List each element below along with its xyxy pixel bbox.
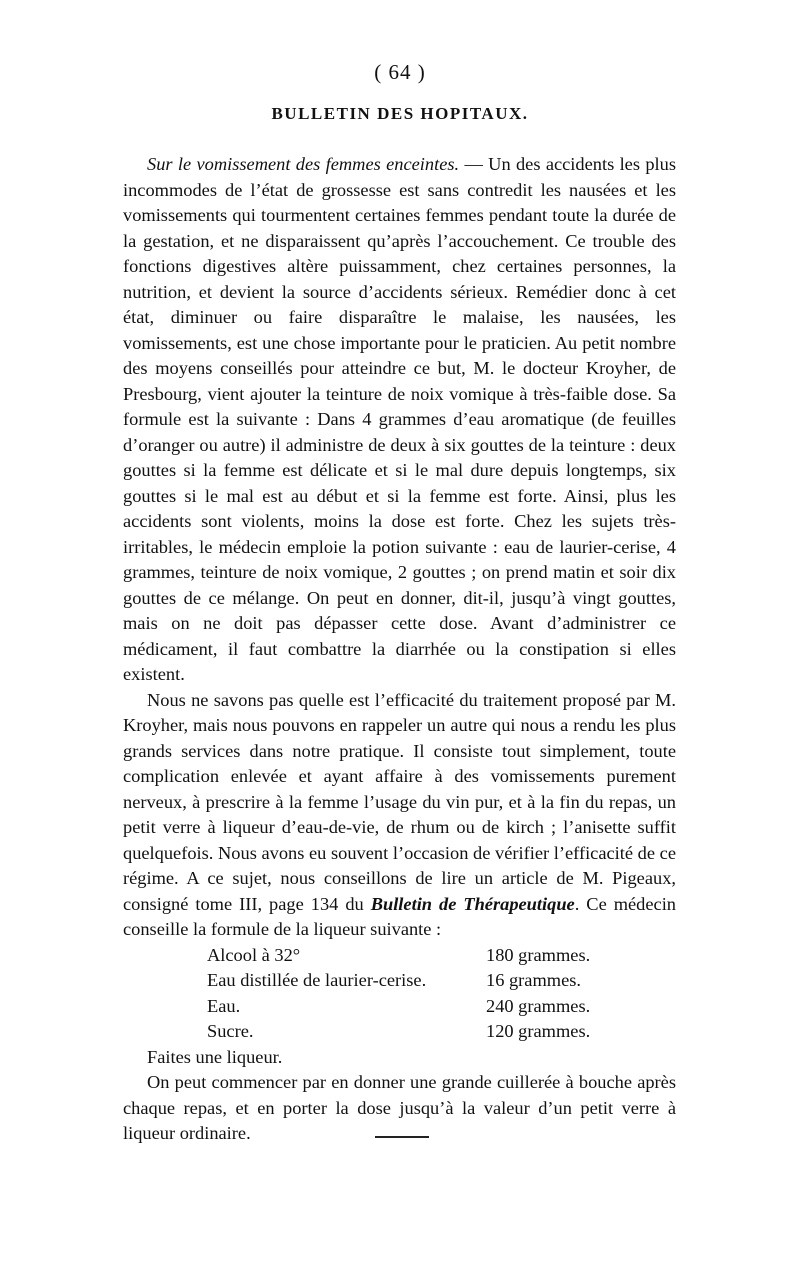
article-body — [123, 152, 676, 1147]
recipe-row — [123, 968, 676, 994]
running-title: BULLETIN DES HOPITAUX. — [271, 104, 529, 123]
recipe-closing: Faites une liqueur. — [147, 1046, 283, 1067]
paragraph-2-tail: . Ce médecin conseille la formule de la liqueur suivante : — [123, 893, 676, 939]
article-title: Sur le vomissement des femmes enceintes. — [147, 154, 460, 174]
paragraph-1 — [123, 152, 676, 688]
paragraph-1-text: — Un des accidents les plus incommodes de l’état de grossesse est sans contredit les nausées et les vomissements qui tourmentent certaines femmes pendant toute la durée de la gestation, et ne disparaissent qu’après l’accouchement. Ce trouble des fonctions digestives altère puissamment, chez certaines personnes, la nutrition, et devient la source d’accidents sérieux. Remédier donc à cet état, diminuer ou faire disparaître le malaise, les nausées, les vomissements, est une chose importante pour le praticien. Au petit nombre des moyens conseillés pour atteindre ce but, M. le docteur Kroyher, de Presbourg, vient ajouter la teinture de noix vomique à très-faible dose. Sa formule est la suivante : Dans 4 grammes d’eau aromatique (de feuilles d’oranger ou autre) il administre de deux à six gouttes de la teinture : deux gouttes si la femme est délicate et si le mal dure depuis longtemps, six gouttes si le mal est au début et si la femme est forte. Ainsi, plus les accidents sont violents, moins la dose est forte. Chez les sujets très-irritables, le médecin emploie la potion suivante : eau de laurier-cerise, 4 grammes, teinture de noix vomique, 2 gouttes ; on prend matin et soir dix gouttes de ce mélange. On peut en donner, dit-il, jusqu’à vingt gouttes, mais on ne doit pas dépasser cette dose. Avant d’administrer ce médicament, il faut combattre la diarrhée ou la constipation si elles existent. — [123, 154, 676, 684]
ingredient-name: Eau. — [207, 995, 241, 1016]
closing-rule — [375, 1136, 429, 1138]
ingredient-name: Alcool à 32° — [207, 944, 301, 965]
ingredient-quantity: 240 grammes. — [486, 995, 591, 1016]
ingredient-quantity: 120 grammes. — [486, 1021, 591, 1041]
recipe-row — [123, 943, 676, 969]
ingredient-name: Eau distillée de laurier-cerise. — [207, 970, 427, 990]
ingredient-name: Sucre. — [207, 1021, 254, 1041]
recipe-row — [123, 994, 676, 1020]
paragraph-2-text: Nous ne savons pas quelle est l’efficacité du traitement proposé par M. Kroyher, mais nous pouvons en rappeler un autre qui nous a rendu les plus grands services dans notre pratique. Il consiste tout simplement, toute complication enlevée et ayant affaire à des vomissements purement nerveux, à prescrire à la femme l’usage du vin pur, et à la fin du repas, un petit verre à liqueur d’eau-de-vie, de rhum ou de kirch ; l’anisette suffit quelquefois. Nous avons eu souvent l’occasion de vérifier l’efficacité de ce régime. A ce sujet, nous conseillons de lire un article de M. Pigeaux, consigné tome III, page 134 du — [123, 689, 676, 914]
recipe-row — [123, 1019, 676, 1045]
recipe-list — [123, 943, 676, 1045]
ingredient-quantity: 16 grammes. — [486, 970, 581, 990]
page-number: ( 64 ) — [374, 60, 426, 84]
journal-title: Bulletin de Thérapeutique — [370, 893, 575, 914]
paragraph-3: On peut commencer par en donner une grande cuillerée à bouche après chaque repas, et en porter la dose jusqu’à la valeur d’un petit verre à liqueur ordinaire. — [123, 1072, 676, 1143]
paragraph-2 — [123, 688, 676, 943]
ingredient-quantity: 180 grammes. — [486, 944, 591, 965]
